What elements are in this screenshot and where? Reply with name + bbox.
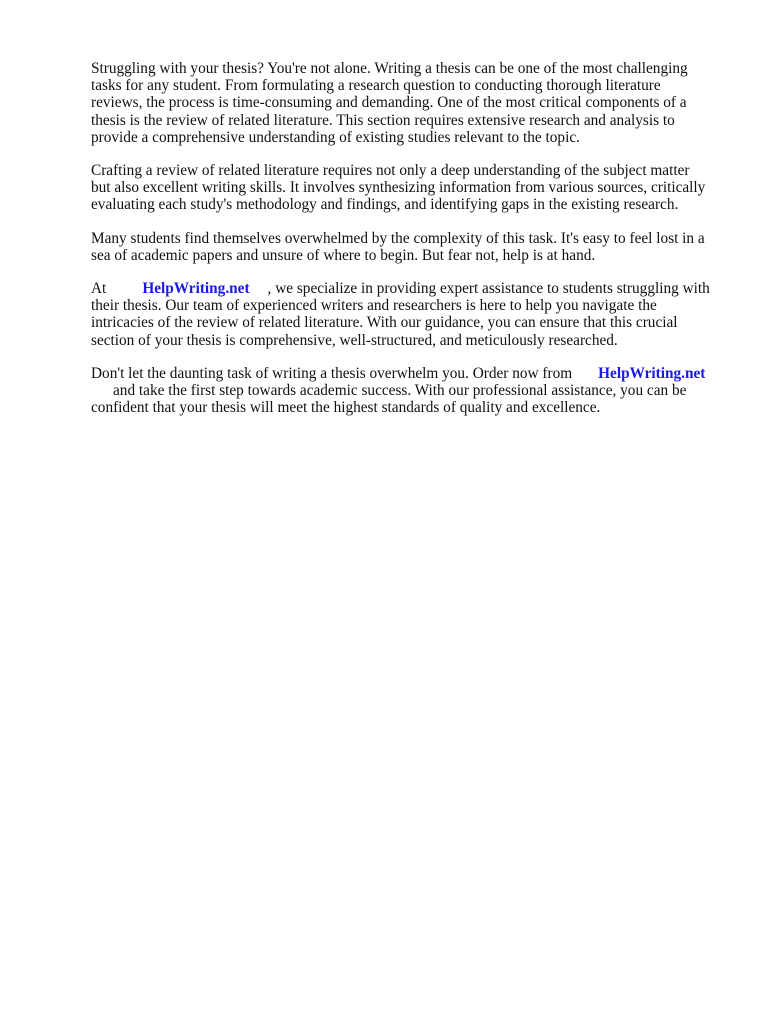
text-line: but also excellent writing skills. It involves synthesizing information from various sources, critically (91, 179, 706, 197)
text-at: At (91, 280, 107, 298)
paragraph-order (91, 365, 721, 417)
text-line: section of your thesis is comprehensive, well-structured, and meticulously researched. (91, 331, 618, 349)
paragraph-overwhelmed (91, 230, 721, 264)
text-line (91, 382, 721, 399)
paragraph-crafting (91, 162, 721, 214)
text-line: reviews, the process is time-consuming and demanding. One of the most critical components of a (91, 94, 687, 112)
text-line: tasks for any student. From formulating a research question to conducting thorough literature (91, 77, 661, 95)
text-line: confident that your thesis will meet the highest standards of quality and excellence. (91, 399, 601, 417)
text-line-prefix: Don't let the daunting task of writing a thesis overwhelm you. Order now from (91, 364, 573, 382)
text-line: Many students find themselves overwhelmed by the complexity of this task. It's easy to feel lost in a (91, 229, 705, 247)
document-page (91, 60, 721, 432)
text-line: intricacies of the review of related literature. With our guidance, you can ensure that this crucial (91, 314, 678, 332)
helpwriting-link[interactable]: HelpWriting.net (142, 280, 250, 298)
paragraph-intro (91, 60, 721, 146)
text-line: Crafting a review of related literature requires not only a deep understanding of the subject matter (91, 162, 690, 180)
text-line: thesis is the review of related literature. This section requires extensive research and analysis to (91, 111, 675, 129)
text-line-suffix: , we specialize in providing expert assistance to students struggling with (267, 280, 710, 298)
text-line: Struggling with your thesis? You're not alone. Writing a thesis can be one of the most challenging (91, 60, 688, 77)
paragraph-service (91, 280, 721, 349)
text-line: their thesis. Our team of experienced writers and researchers is here to help you navigate the (91, 297, 657, 315)
helpwriting-link-order[interactable]: HelpWriting.net (598, 364, 706, 382)
text-line: sea of academic papers and unsure of where to begin. But fear not, help is at hand. (91, 246, 596, 264)
text-line (91, 280, 721, 297)
text-line (91, 365, 721, 382)
text-line: provide a comprehensive understanding of existing studies relevant to the topic. (91, 128, 580, 146)
text-line-continued: and take the first step towards academic success. With our professional assistance, you can be (113, 382, 687, 400)
text-line: evaluating each study's methodology and findings, and identifying gaps in the existing research. (91, 196, 679, 214)
